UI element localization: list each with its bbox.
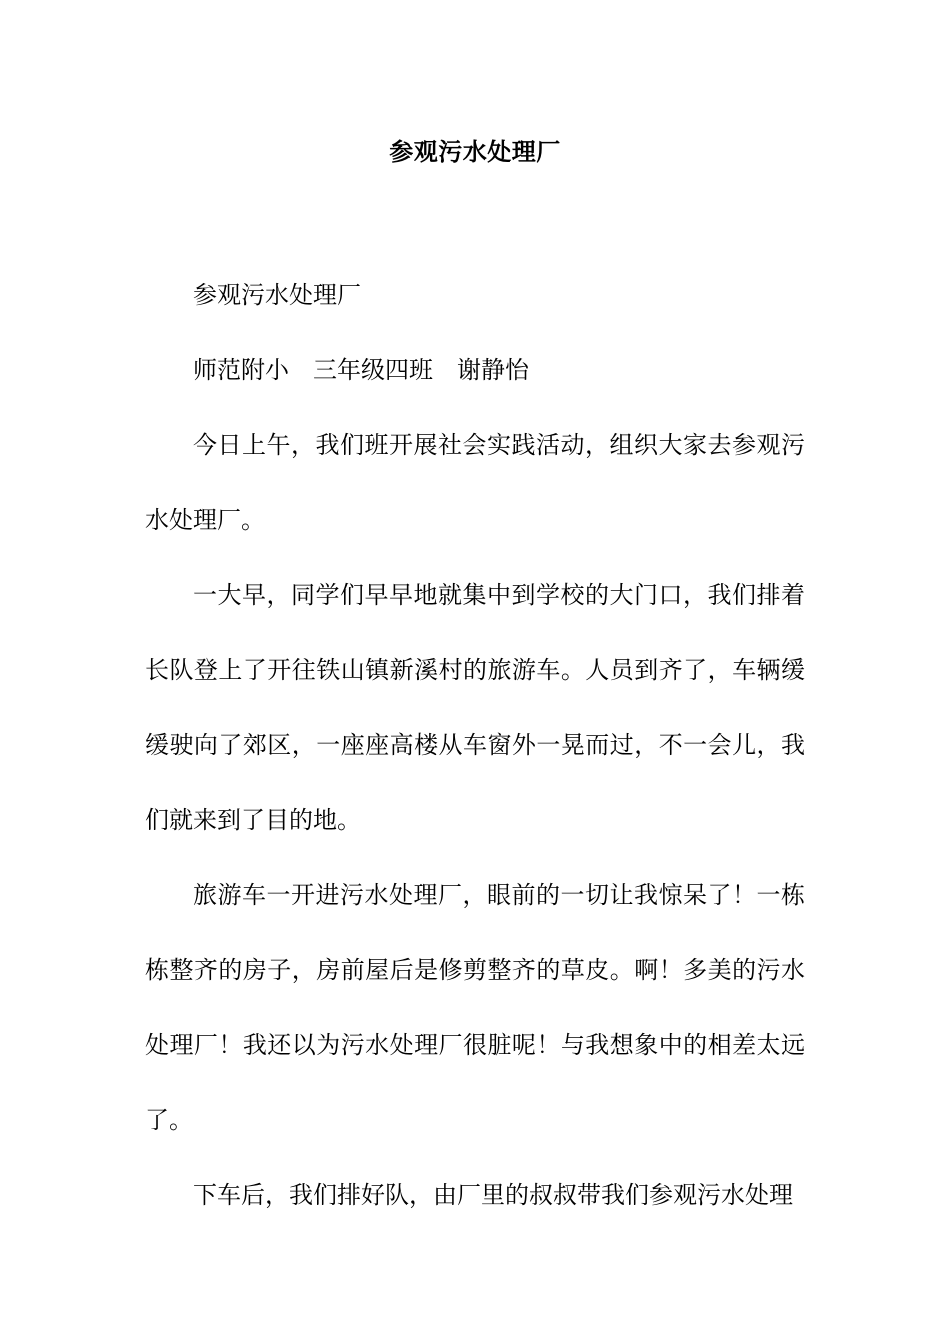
paragraph: 旅游车一开进污水处理厂，眼前的一切让我惊呆了！一栋栋整齐的房子，房前屋后是修剪整齐的草皮。啊！多美的污水处理厂！我还以为污水处理厂很脏呢！与我想象中的相差太远了。 bbox=[145, 881, 805, 1134]
subtitle: 参观污水处理厂 bbox=[193, 281, 361, 309]
paragraph: 一大早，同学们早早地就集中到学校的大门口，我们排着长队登上了开往铁山镇新溪村的旅游车。人员到齐了，车辆缓缓驶向了郊区，一座座高楼从车窗外一晃而过，不一会儿，我们就来到了目的地。 bbox=[145, 581, 805, 834]
document-title: 参观污水处理厂 bbox=[389, 137, 561, 166]
byline-class: 三年级四班 bbox=[313, 356, 433, 384]
document-body bbox=[145, 258, 805, 1233]
byline-author: 谢静怡 bbox=[457, 356, 529, 384]
paragraph: 下车后，我们排好队，由厂里的叔叔带我们参观污水处理 bbox=[193, 1181, 793, 1209]
paragraph: 今日上午，我们班开展社会实践活动，组织大家去参观污水处理厂。 bbox=[145, 431, 805, 534]
byline-school: 师范附小 bbox=[193, 356, 289, 384]
byline bbox=[145, 333, 805, 408]
